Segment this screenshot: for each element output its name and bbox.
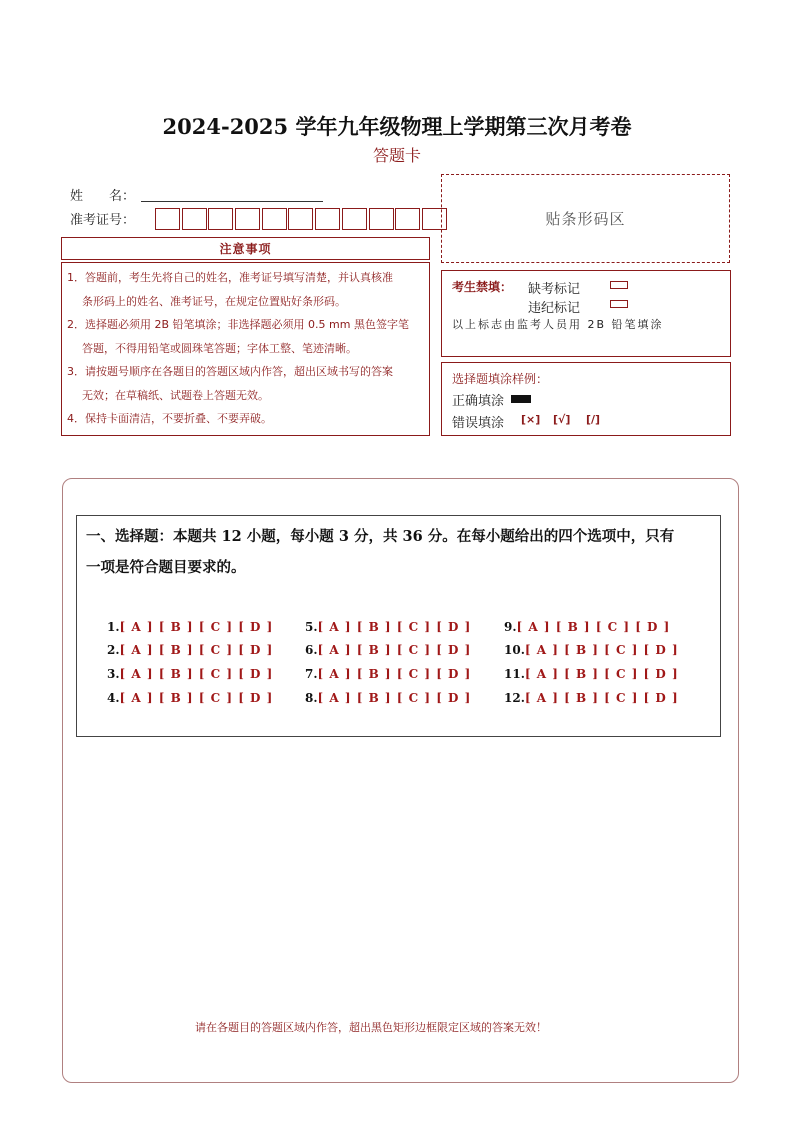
- question-number: 12.: [504, 691, 525, 705]
- notice-list: [61, 262, 430, 436]
- notice-item: [67, 407, 423, 431]
- question-number: 7.: [305, 667, 318, 681]
- page-subtitle: 答题卡: [372, 146, 421, 165]
- choice-options[interactable]: [ A ] [ B ] [ C ] [ D ]: [524, 643, 679, 657]
- choice-options[interactable]: [ A ] [ B ] [ C ] [ D ]: [317, 667, 472, 681]
- choice-row[interactable]: [504, 643, 679, 657]
- question-number: 9.: [504, 620, 517, 634]
- exam-id-cell[interactable]: [262, 208, 287, 230]
- correct-fill-label: 正确填涂: [452, 394, 505, 409]
- wrong-fill-slash: [/]: [586, 413, 601, 426]
- choice-options[interactable]: [ A ] [ B ] [ C ] [ D ]: [524, 691, 679, 705]
- notice-heading: [61, 237, 430, 260]
- exam-id-cell[interactable]: [182, 208, 207, 230]
- correct-fill-sample: [511, 395, 531, 403]
- footer-note: 请在各题目的答题区域内作答，超出黑色矩形边框限定区域的答案无效！: [195, 1021, 547, 1034]
- choice-row[interactable]: [504, 620, 670, 634]
- notice-item: [67, 313, 423, 360]
- absent-mark-label: 缺考标记: [528, 282, 581, 297]
- absent-mark-box[interactable]: [610, 281, 628, 289]
- choice-row[interactable]: [305, 643, 471, 657]
- notice-item-text: 保持卡面清洁，不要折叠、不要弄破。: [85, 412, 272, 425]
- question-number: 2.: [107, 643, 120, 657]
- exam-id-cell[interactable]: [235, 208, 260, 230]
- notice-item-text: 答题前，考生先将自己的姓名，准考证号填写清楚，并认真核准: [85, 271, 393, 284]
- exam-mark-note: 以上标志由监考人员用 2B 铅笔填涂: [452, 318, 664, 331]
- notice-item-no: 4．: [67, 412, 85, 425]
- choice-options[interactable]: [ A ] [ B ] [ C ] [ D ]: [119, 620, 274, 634]
- choice-row[interactable]: [107, 667, 273, 681]
- choice-row[interactable]: [107, 620, 273, 634]
- choice-row[interactable]: [504, 667, 679, 681]
- choice-row[interactable]: [305, 691, 471, 705]
- choice-options[interactable]: [ A ] [ B ] [ C ] [ D ]: [119, 667, 274, 681]
- name-label: 姓 名：: [70, 189, 136, 204]
- exam-id-cell[interactable]: [342, 208, 367, 230]
- choice-options[interactable]: [ A ] [ B ] [ C ] [ D ]: [524, 667, 679, 681]
- question-number: 8.: [305, 691, 318, 705]
- wrong-fill-label: 错误填涂: [452, 416, 505, 431]
- choice-options[interactable]: [ A ] [ B ] [ C ] [ D ]: [317, 620, 472, 634]
- barcode-area: [441, 174, 730, 263]
- notice-item-text: 条形码上的姓名、准考证号，在规定位置贴好条形码。: [82, 294, 346, 308]
- notice-item-text: 答题，不得用铅笔或圆珠笔答题；字体工整、笔迹清晰。: [82, 341, 357, 355]
- choice-options[interactable]: [ A ] [ B ] [ C ] [ D ]: [317, 691, 472, 705]
- wrong-fill-cross: [×]: [521, 413, 541, 426]
- choice-row[interactable]: [305, 620, 471, 634]
- name-field[interactable]: [141, 201, 323, 202]
- choice-row[interactable]: [107, 643, 273, 657]
- question-number: 1.: [107, 620, 120, 634]
- question-number: 5.: [305, 620, 318, 634]
- question-number: 3.: [107, 667, 120, 681]
- exam-id-label: 准考证号：: [70, 213, 136, 228]
- question-number: 11.: [504, 667, 525, 681]
- choice-row[interactable]: [305, 667, 471, 681]
- notice-item-text: 请按题号顺序在各题目的答题区域内作答，超出区域书写的答案: [85, 365, 393, 378]
- notice-item: [67, 266, 423, 313]
- section1-heading: 一、选择题：本题共 12 小题，每小题 3 分，共 36 分。在每小题给出的四个选项中，只有: [86, 528, 675, 545]
- exam-id-cell[interactable]: [155, 208, 180, 230]
- violation-mark-box[interactable]: [610, 300, 628, 308]
- notice-item-text: 无效；在草稿纸、试题卷上答题无效。: [82, 388, 269, 402]
- section1-heading-cont: 一项是符合题目要求的。: [86, 559, 246, 576]
- notice-item-text: 选择题必须用 2B 铅笔填涂；非选择题必须用 0.5 mm 黑色签字笔: [85, 318, 409, 331]
- notice-item-no: 2．: [67, 318, 85, 331]
- page-title: 2024-2025 学年九年级物理上学期第三次月考卷: [162, 114, 632, 139]
- violation-mark-label: 违纪标记: [528, 301, 581, 316]
- notice-item: [67, 360, 423, 407]
- exam-mark-label: 考生禁填：: [452, 280, 513, 294]
- exam-id-boxes[interactable]: [155, 208, 449, 230]
- exam-id-cell[interactable]: [315, 208, 340, 230]
- exam-id-cell[interactable]: [208, 208, 233, 230]
- notice-item-no: 1．: [67, 271, 85, 284]
- exam-id-cell[interactable]: [288, 208, 313, 230]
- choice-options[interactable]: [ A ] [ B ] [ C ] [ D ]: [119, 643, 274, 657]
- notice-item-no: 3．: [67, 365, 85, 378]
- notice-heading-text: 注意事项: [219, 242, 272, 256]
- fill-sample-title: 选择题填涂样例：: [452, 372, 549, 386]
- choice-options[interactable]: [ A ] [ B ] [ C ] [ D ]: [317, 643, 472, 657]
- wrong-fill-check: [√]: [553, 413, 571, 426]
- exam-id-cell[interactable]: [395, 208, 420, 230]
- question-number: 10.: [504, 643, 525, 657]
- question-number: 6.: [305, 643, 318, 657]
- exam-id-cell[interactable]: [369, 208, 394, 230]
- choice-row[interactable]: [504, 691, 679, 705]
- question-number: 4.: [107, 691, 120, 705]
- choice-options[interactable]: [ A ] [ B ] [ C ] [ D ]: [119, 691, 274, 705]
- barcode-label: 贴条形码区: [545, 210, 626, 228]
- choice-options[interactable]: [ A ] [ B ] [ C ] [ D ]: [516, 620, 671, 634]
- choice-row[interactable]: [107, 691, 273, 705]
